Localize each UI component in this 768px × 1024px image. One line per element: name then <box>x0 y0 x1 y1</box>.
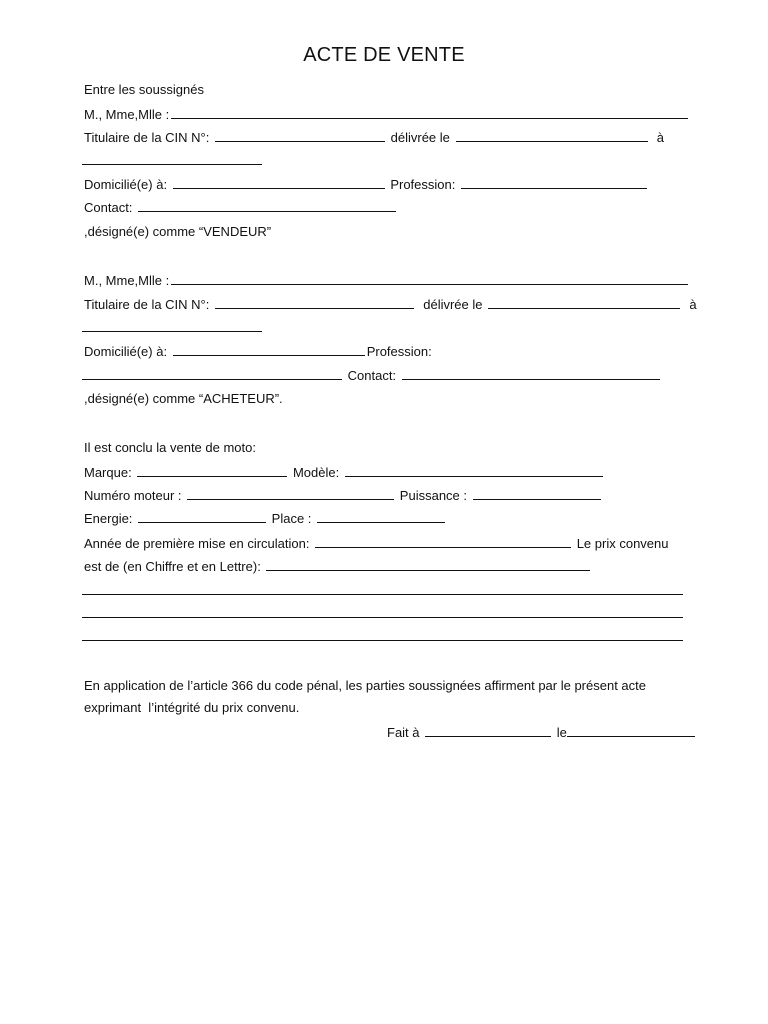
done-at-row <box>387 724 697 741</box>
buyer-cin-field[interactable] <box>215 296 414 309</box>
article-line-2: exprimant l’intégrité du prix convenu. <box>84 700 300 715</box>
buyer-domicile-row <box>84 343 432 360</box>
done-at-field[interactable] <box>425 724 551 737</box>
seller-domicile-label: Domicilié(e) à: <box>84 177 168 192</box>
brand-model-row <box>84 464 605 481</box>
date-field[interactable] <box>567 724 695 737</box>
price-field[interactable] <box>266 558 590 571</box>
brand-label: Marque: <box>84 465 132 480</box>
buyer-at-label: à <box>689 297 697 312</box>
buyer-domicile-field[interactable] <box>173 343 365 356</box>
sale-intro: Il est conclu la vente de moto: <box>84 440 256 455</box>
buyer-contact-label: Contact: <box>347 368 397 383</box>
price-extra-line-1[interactable] <box>82 594 683 595</box>
seller-contact-row <box>84 199 398 216</box>
buyer-cin-row <box>84 296 697 313</box>
article-line-1: En application de l’article 366 du code pénal, les parties soussignées affirment par le présent acte <box>84 678 646 693</box>
seller-profession-label: Profession: <box>390 177 456 192</box>
price-label-part1: Le prix convenu <box>576 536 669 551</box>
engine-power-row <box>84 487 603 504</box>
seller-name-label: M., Mme,Mlle : <box>84 107 170 122</box>
buyer-cin-label: Titulaire de la CIN N°: <box>84 297 210 312</box>
model-field[interactable] <box>345 464 603 477</box>
seller-cin-field[interactable] <box>215 129 385 142</box>
seller-name-row <box>84 106 690 123</box>
first-registration-field[interactable] <box>315 535 571 548</box>
seller-cin-label: Titulaire de la CIN N°: <box>84 130 210 145</box>
buyer-profession-contact-row <box>82 367 662 384</box>
engine-number-field[interactable] <box>187 487 394 500</box>
seats-field[interactable] <box>317 510 445 523</box>
power-label: Puissance : <box>399 488 467 503</box>
seller-delivered-field[interactable] <box>456 129 648 142</box>
seller-delivery-place-field[interactable] <box>82 152 262 165</box>
seller-contact-label: Contact: <box>84 200 133 215</box>
engine-number-label: Numéro moteur : <box>84 488 182 503</box>
buyer-delivery-place-field[interactable] <box>82 319 262 332</box>
buyer-name-label: M., Mme,Mlle : <box>84 273 170 288</box>
energy-label: Energie: <box>84 511 133 526</box>
price-extra-line-2[interactable] <box>82 617 683 618</box>
price-row <box>84 558 592 575</box>
seller-cin-row <box>84 129 664 146</box>
buyer-profession-label: Profession: <box>366 344 432 359</box>
buyer-contact-field[interactable] <box>402 367 660 380</box>
brand-field[interactable] <box>137 464 287 477</box>
buyer-domicile-label: Domicilié(e) à: <box>84 344 168 359</box>
intro-text: Entre les soussignés <box>84 82 204 97</box>
seats-label: Place : <box>271 511 312 526</box>
seller-domicile-field[interactable] <box>173 176 385 189</box>
first-registration-label: Année de première mise en circulation: <box>84 536 310 551</box>
date-label: le <box>556 725 567 740</box>
price-label-part2: est de (en Chiffre et en Lettre): <box>84 559 261 574</box>
document-title: ACTE DE VENTE <box>303 44 465 66</box>
buyer-designation: ,désigné(e) comme “ACHETEUR”. <box>84 391 283 406</box>
buyer-name-field[interactable] <box>171 272 688 285</box>
seller-place-row <box>82 152 264 169</box>
seller-name-field[interactable] <box>171 106 688 119</box>
model-label: Modèle: <box>292 465 340 480</box>
seller-at-label: à <box>656 130 664 145</box>
power-field[interactable] <box>473 487 601 500</box>
seller-profession-field[interactable] <box>461 176 647 189</box>
buyer-delivered-label: délivrée le <box>423 297 483 312</box>
buyer-profession-field[interactable] <box>82 367 342 380</box>
seller-delivered-label: délivrée le <box>390 130 450 145</box>
buyer-place-row <box>82 319 264 336</box>
energy-field[interactable] <box>138 510 266 523</box>
seller-designation: ,désigné(e) comme “VENDEUR” <box>84 224 272 239</box>
buyer-delivered-field[interactable] <box>488 296 680 309</box>
energy-seats-row <box>84 510 447 527</box>
done-at-label: Fait à <box>387 725 420 740</box>
registration-row <box>84 535 668 552</box>
buyer-name-row <box>84 272 690 289</box>
seller-domicile-row <box>84 176 649 193</box>
price-extra-line-3[interactable] <box>82 640 683 641</box>
seller-contact-field[interactable] <box>138 199 396 212</box>
